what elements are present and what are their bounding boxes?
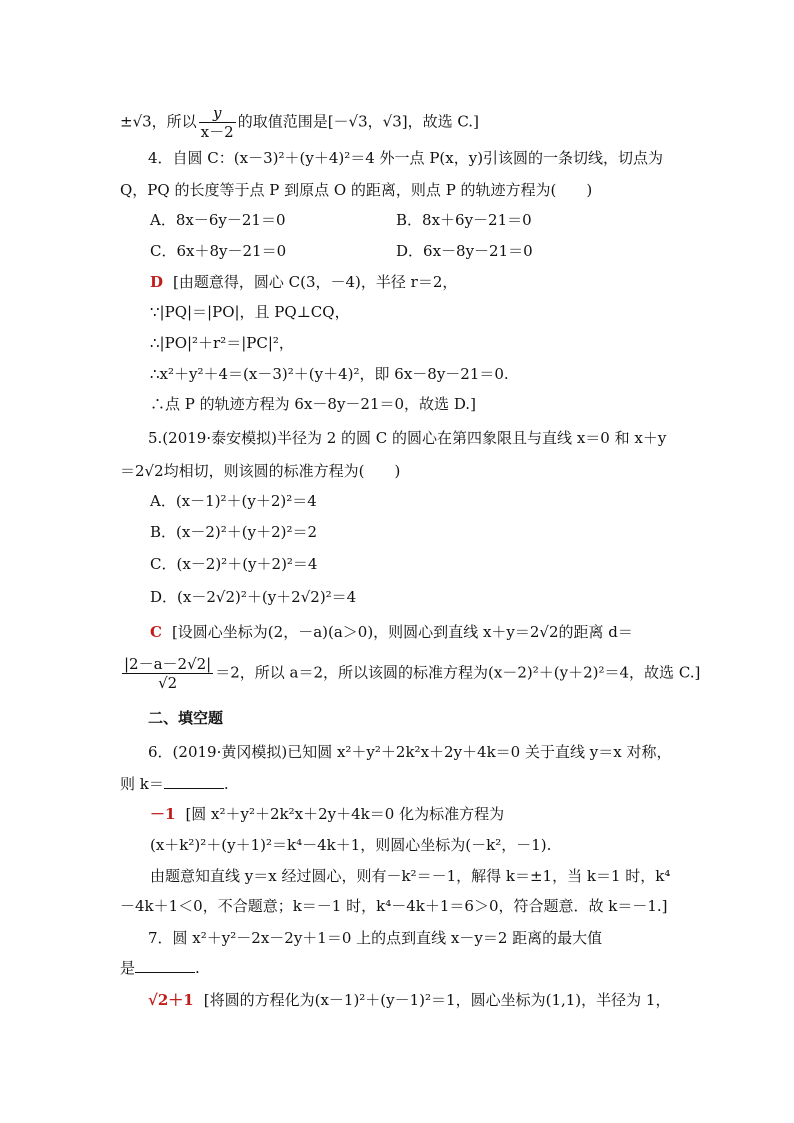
answer-letter: D [150, 273, 164, 291]
answer-blank [135, 958, 195, 973]
q7-stem-line2: 是 . [120, 959, 200, 977]
q4-option-d: D．6x－8y－21＝0 [396, 242, 533, 260]
section-heading: 二、填空题 [148, 709, 224, 727]
answer-value: √2＋1 [148, 991, 194, 1009]
q4-stem-line1: 4．自圆 C：(x－3)²＋(y＋4)²＝4 外一点 P(x，y)引该圆的一条切线，切点为 [148, 149, 664, 167]
q4-solution-line4: ∴x²＋y²＋4＝(x－3)²＋(y＋4)²，即 6x－8y－21＝0. [150, 365, 509, 383]
text: 的取值范围是[－√3，√3]，故选 C.] [237, 112, 479, 131]
q4-option-c: C．6x＋8y－21＝0 [150, 242, 287, 260]
q4-solution-line5: ∴点 P 的轨迹方程为 6x－8y－21＝0，故选 D.] [150, 395, 476, 413]
q6-stem-line2: 则 k＝ . [120, 775, 229, 793]
q4-solution-line3: ∴|PO|²＋r²＝|PC|²， [150, 334, 294, 352]
q5-stem-line1: 5.(2019·泰安模拟)半径为 2 的圆 C 的圆心在第四象限且与直线 x＝0 和 x＋y [148, 429, 667, 447]
q5-stem-line2: ＝2√2均相切，则该圆的标准方程为( ) [120, 462, 401, 480]
q6-stem-line1: 6．(2019·黄冈模拟)已知圆 x²＋y²＋2k²x＋2y＋4k＝0 关于直线 y＝x 对称， [148, 743, 672, 761]
q4-option-a: A．8x－6y－21＝0 [150, 211, 286, 229]
q5-solution-line2: $\frac{|2-a-2√2|}{√2}$ ＝2，所以 a＝2，所以该圆的标准方程为(x－2)²＋(y＋2)²＝4，故选 C.] [124, 655, 701, 692]
fraction: $\frac{y}{x-2}$ [200, 104, 234, 141]
answer-value: －1 [150, 805, 176, 823]
q7-stem-line1: 7．圆 x²＋y²－2x－2y＋1＝0 上的点到直线 x－y＝2 距离的最大值 [148, 929, 603, 947]
q6-solution-line1: －1 [圆 x²＋y²＋2k²x＋2y＋4k＝0 化为标准方程为 [150, 805, 505, 823]
q7-solution-line1: √2＋1 [将圆的方程化为(x－1)²＋(y－1)²＝1，圆心坐标为(1,1)，半径为 1， [148, 991, 671, 1009]
q5-solution-line1: C [设圆心坐标为(2，－a)(a＞0)，则圆心到直线 x＋y＝2√2的距离 d＝ [150, 623, 633, 641]
q4-stem-line2: Q，PQ 的长度等于点 P 到原点 O 的距离，则点 P 的轨迹方程为( ) [120, 181, 593, 199]
q6-solution-line4: －4k＋1＜0，不合题意；k＝－1 时，k⁴－4k＋1＝6＞0，符合题意．故 k＝－1.] [120, 897, 668, 915]
q6-solution-line3: 由题意知直线 y＝x 经过圆心，则有－k²＝－1，解得 k＝±1，当 k＝1 时，k⁴ [150, 867, 671, 885]
q5-option-b: B．(x－2)²＋(y＋2)²＝2 [150, 523, 318, 541]
text: ±√3，所以 [120, 112, 197, 131]
q6-solution-line2: (x＋k²)²＋(y＋1)²＝k⁴－4k＋1，则圆心坐标为(－k²，－1). [150, 836, 552, 854]
q5-option-a: A．(x－1)²＋(y＋2)²＝4 [150, 492, 317, 510]
q5-option-d: D．(x－2√2)²＋(y＋2√2)²＝4 [150, 588, 357, 606]
fraction: $\frac{|2-a-2√2|}{√2}$ [124, 655, 212, 692]
q4-option-b: B．8x＋6y－21＝0 [396, 211, 532, 229]
q3-solution-end [120, 104, 479, 141]
q4-solution-line1: D [由题意得，圆心 C(3，－4)，半径 r＝2， [150, 273, 458, 291]
answer-blank [164, 774, 224, 789]
answer-letter: C [150, 623, 162, 641]
q5-option-c: C．(x－2)²＋(y＋2)²＝4 [150, 555, 318, 573]
q4-solution-line2: ∵|PQ|＝|PO|，且 PQ⊥CQ， [150, 303, 350, 321]
